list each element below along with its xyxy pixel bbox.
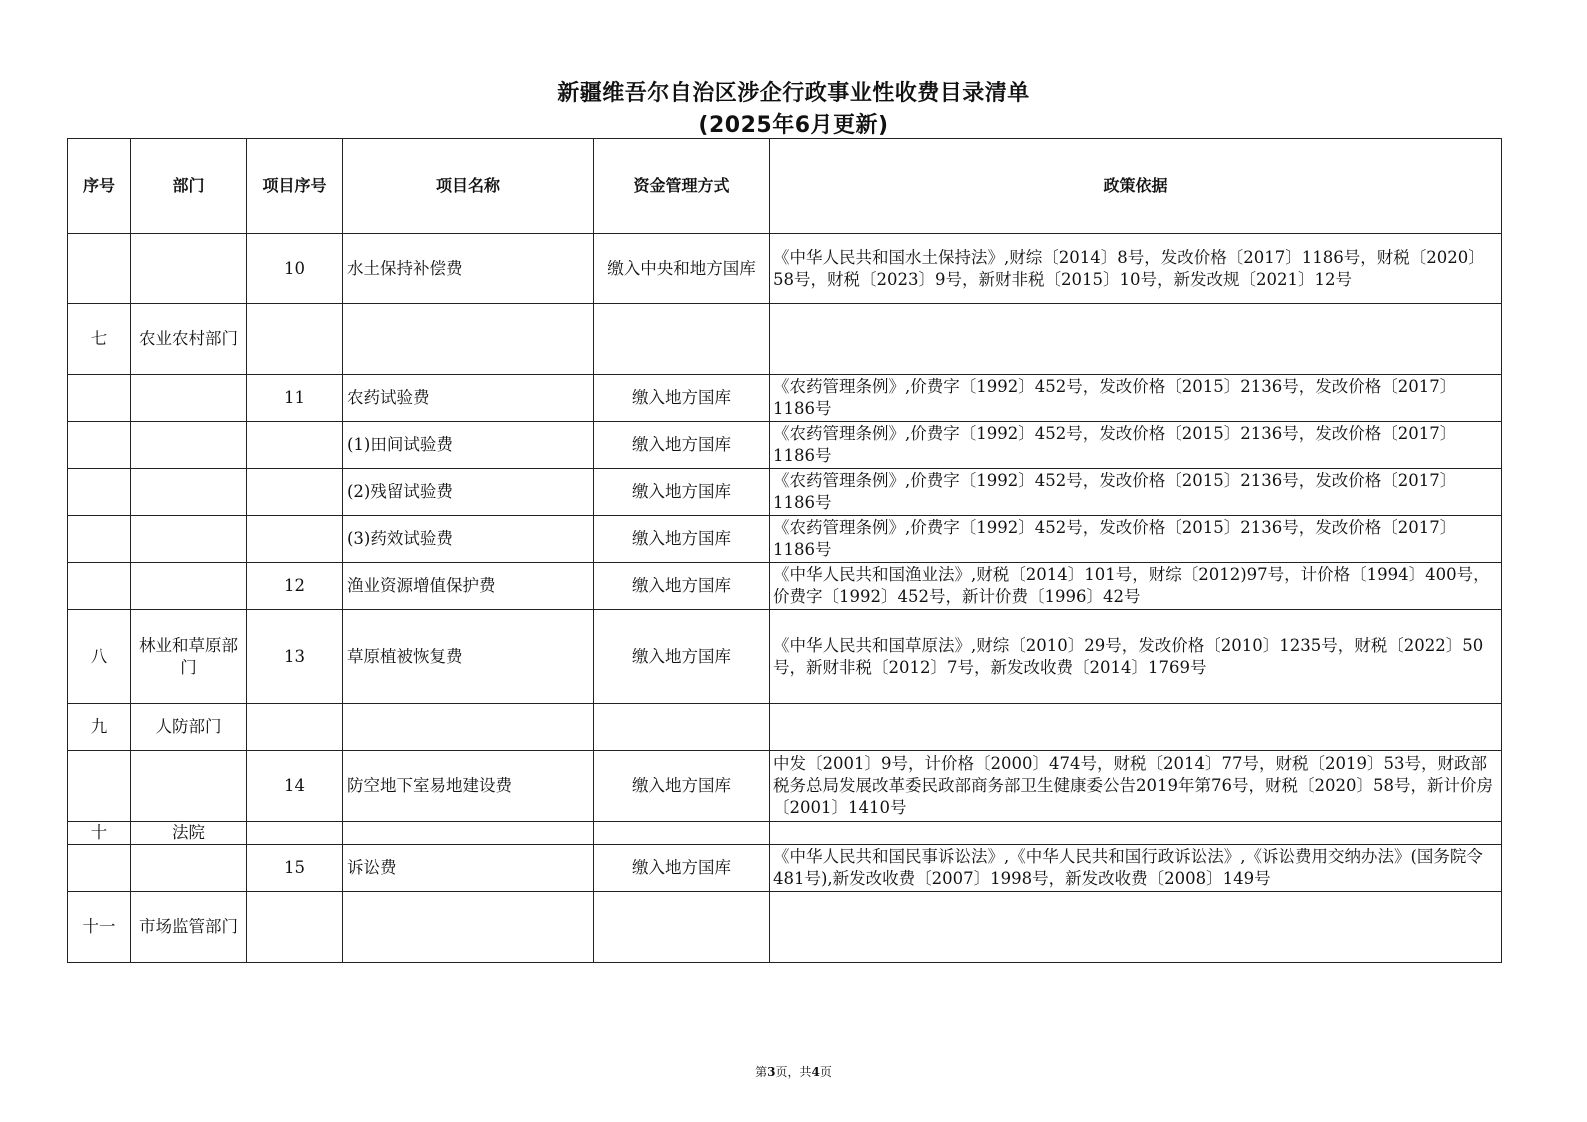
cell-item-seq: 12	[247, 563, 343, 610]
cell-item-seq: 15	[247, 845, 343, 892]
cell-policy: 中发〔2001〕9号，计价格〔2000〕474号，财税〔2014〕77号，财税〔2019〕53号，财政部税务总局发展改革委民政部商务部卫生健康委公告2019年第76号，财税〔2020〕58号，新计价房〔2001〕1410号	[770, 751, 1502, 822]
cell-fund: 缴入地方国库	[594, 845, 770, 892]
cell-item-name: (3)药效试验费	[343, 516, 594, 563]
cell-item-seq	[247, 704, 343, 751]
header-item-name: 项目名称	[343, 139, 594, 234]
cell-policy: 《中华人民共和国渔业法》,财税〔2014〕101号，财综〔2012)97号，计价格〔1994〕400号，价费字〔1992〕452号，新计价费〔1996〕42号	[770, 563, 1502, 610]
cell-fund: 缴入中央和地方国库	[594, 234, 770, 304]
cell-seq: 七	[68, 304, 131, 375]
cell-item-name	[343, 704, 594, 751]
cell-policy: 《中华人民共和国民事诉讼法》,《中华人民共和国行政诉讼法》,《诉讼费用交纳办法》(国务院令481号),新发改收费〔2007〕1998号，新发改收费〔2008〕149号	[770, 845, 1502, 892]
cell-seq	[68, 234, 131, 304]
page-footer	[0, 1063, 1587, 1080]
cell-seq	[68, 375, 131, 422]
cell-dept: 农业农村部门	[131, 304, 247, 375]
table-row	[68, 751, 1502, 822]
cell-policy: 《中华人民共和国草原法》,财综〔2010〕29号，发改价格〔2010〕1235号，财税〔2022〕50号，新财非税〔2012〕7号，新发改收费〔2014〕1769号	[770, 610, 1502, 704]
cell-item-seq	[247, 422, 343, 469]
cell-item-name: 诉讼费	[343, 845, 594, 892]
cell-policy	[770, 892, 1502, 963]
table-row	[68, 704, 1502, 751]
table-row	[68, 892, 1502, 963]
cell-policy: 《中华人民共和国水土保持法》,财综〔2014〕8号，发改价格〔2017〕1186号，财税〔2020〕58号，财税〔2023〕9号，新财非税〔2015〕10号，新发改规〔2021〕12号	[770, 234, 1502, 304]
cell-item-name: 渔业资源增值保护费	[343, 563, 594, 610]
cell-seq	[68, 422, 131, 469]
cell-seq	[68, 516, 131, 563]
cell-seq: 八	[68, 610, 131, 704]
cell-item-seq	[247, 304, 343, 375]
table-row	[68, 304, 1502, 375]
cell-fund: 缴入地方国库	[594, 469, 770, 516]
cell-item-name: 水土保持补偿费	[343, 234, 594, 304]
cell-item-name: 草原植被恢复费	[343, 610, 594, 704]
footer-total-pages: 4	[811, 1065, 820, 1079]
cell-dept	[131, 469, 247, 516]
header-fund-mgmt: 资金管理方式	[594, 139, 770, 234]
cell-fund	[594, 704, 770, 751]
cell-seq	[68, 563, 131, 610]
cell-policy: 《农药管理条例》,价费字〔1992〕452号，发改价格〔2015〕2136号，发改价格〔2017〕1186号	[770, 516, 1502, 563]
cell-dept	[131, 375, 247, 422]
cell-fund: 缴入地方国库	[594, 563, 770, 610]
cell-dept: 市场监管部门	[131, 892, 247, 963]
header-item-seq: 项目序号	[247, 139, 343, 234]
cell-seq: 十	[68, 822, 131, 845]
table-row	[68, 234, 1502, 304]
cell-policy: 《农药管理条例》,价费字〔1992〕452号，发改价格〔2015〕2136号，发改价格〔2017〕1186号	[770, 469, 1502, 516]
cell-dept: 人防部门	[131, 704, 247, 751]
cell-policy: 《农药管理条例》,价费字〔1992〕452号，发改价格〔2015〕2136号，发改价格〔2017〕1186号	[770, 375, 1502, 422]
cell-item-name: 农药试验费	[343, 375, 594, 422]
fee-table	[67, 138, 1502, 963]
document-subtitle: (2025年6月更新)	[698, 113, 889, 138]
cell-dept	[131, 516, 247, 563]
cell-seq: 十一	[68, 892, 131, 963]
cell-item-seq: 13	[247, 610, 343, 704]
cell-policy	[770, 304, 1502, 375]
document-title: 新疆维吾尔自治区涉企行政事业性收费目录清单	[557, 81, 1030, 106]
cell-item-seq: 14	[247, 751, 343, 822]
cell-fund	[594, 304, 770, 375]
table-row	[68, 516, 1502, 563]
table-row	[68, 375, 1502, 422]
cell-dept	[131, 422, 247, 469]
cell-item-name	[343, 304, 594, 375]
cell-seq	[68, 845, 131, 892]
cell-policy: 《农药管理条例》,价费字〔1992〕452号，发改价格〔2015〕2136号，发改价格〔2017〕1186号	[770, 422, 1502, 469]
table-row	[68, 822, 1502, 845]
cell-seq: 九	[68, 704, 131, 751]
cell-fund: 缴入地方国库	[594, 375, 770, 422]
cell-dept: 林业和草原部门	[131, 610, 247, 704]
cell-dept: 法院	[131, 822, 247, 845]
table-row	[68, 845, 1502, 892]
table-row	[68, 610, 1502, 704]
cell-fund: 缴入地方国库	[594, 516, 770, 563]
cell-fund: 缴入地方国库	[594, 610, 770, 704]
header-policy: 政策依据	[770, 139, 1502, 234]
footer-current-page: 3	[767, 1065, 776, 1079]
cell-dept	[131, 234, 247, 304]
header-dept: 部门	[131, 139, 247, 234]
table-header-row	[68, 139, 1502, 234]
cell-fund	[594, 822, 770, 845]
cell-item-seq	[247, 469, 343, 516]
cell-item-name: (2)残留试验费	[343, 469, 594, 516]
cell-item-seq	[247, 822, 343, 845]
cell-item-seq	[247, 892, 343, 963]
cell-item-seq	[247, 516, 343, 563]
header-seq: 序号	[68, 139, 131, 234]
footer-middle: 页，共	[775, 1065, 812, 1079]
cell-item-seq: 10	[247, 234, 343, 304]
table-row	[68, 563, 1502, 610]
cell-item-seq: 11	[247, 375, 343, 422]
cell-item-name: 防空地下室易地建设费	[343, 751, 594, 822]
table-row	[68, 422, 1502, 469]
cell-fund: 缴入地方国库	[594, 422, 770, 469]
cell-fund: 缴入地方国库	[594, 751, 770, 822]
cell-seq	[68, 751, 131, 822]
cell-dept	[131, 845, 247, 892]
cell-seq	[68, 469, 131, 516]
cell-policy	[770, 822, 1502, 845]
footer-suffix: 页	[819, 1065, 832, 1079]
footer-prefix: 第	[755, 1065, 768, 1079]
cell-policy	[770, 704, 1502, 751]
cell-item-name	[343, 822, 594, 845]
cell-dept	[131, 563, 247, 610]
cell-dept	[131, 751, 247, 822]
cell-fund	[594, 892, 770, 963]
cell-item-name	[343, 892, 594, 963]
cell-item-name: (1)田间试验费	[343, 422, 594, 469]
table-row	[68, 469, 1502, 516]
